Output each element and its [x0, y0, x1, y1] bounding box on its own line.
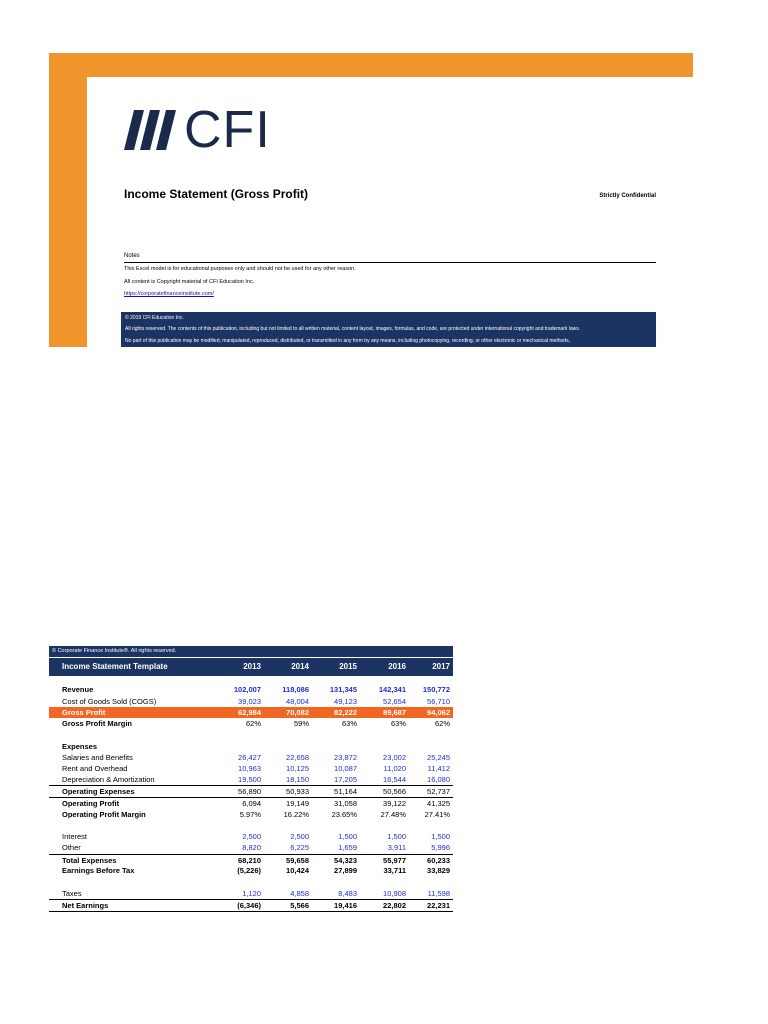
cell-value[interactable]: 54,323	[334, 856, 357, 865]
cell-value[interactable]: 1,500	[387, 832, 406, 841]
row-label: Rent and Overhead	[62, 764, 128, 773]
cell-value[interactable]: 33,711	[383, 866, 406, 875]
cfi-slash-mark-icon	[124, 110, 178, 150]
cell-value[interactable]: 16,080	[427, 775, 450, 784]
cell-value[interactable]: 82,222	[334, 708, 357, 717]
row-label: Salaries and Benefits	[62, 753, 133, 762]
row-label: Other	[62, 843, 81, 852]
cell-value[interactable]: 4,858	[290, 889, 309, 898]
cell-value[interactable]: 142,341	[378, 685, 406, 694]
row-label: Taxes	[62, 889, 82, 898]
row-other	[49, 842, 453, 853]
row-gross-profit-margin	[49, 718, 453, 729]
row-label: Total Expenses	[62, 856, 117, 865]
cell-value[interactable]: 62,984	[238, 708, 261, 717]
cell-value[interactable]: 1,500	[431, 832, 450, 841]
cell-value[interactable]: 102,007	[233, 685, 261, 694]
reproduction-line: No part of this publication may be modified, manipulated, reproduced, distributed, or transmitted in any form by any means, including photocopying, recording, or other electronic or mechanical methods,	[125, 338, 570, 344]
cell-value[interactable]: (6,346)	[237, 901, 261, 910]
cell-value[interactable]: 22,658	[286, 753, 309, 762]
row-gross-profit	[49, 707, 453, 718]
cell-value[interactable]: 59,658	[286, 856, 309, 865]
orange-side-bar	[49, 53, 87, 347]
cell-value[interactable]: 1,500	[338, 832, 357, 841]
row-label: Gross Profit	[62, 708, 106, 717]
row-operating-profit	[49, 797, 453, 809]
cell-value[interactable]: 11,412	[427, 764, 450, 773]
cell-value[interactable]: 63%	[390, 719, 406, 728]
row-label: Operating Expenses	[62, 787, 135, 796]
row-cogs	[49, 696, 453, 707]
cell-value[interactable]: 27.41%	[424, 810, 450, 819]
cell-value[interactable]: 1,120	[242, 889, 261, 898]
cell-value[interactable]: 10,908	[383, 889, 406, 898]
row-label: Operating Profit	[62, 799, 120, 808]
cell-value[interactable]: 22,802	[383, 901, 406, 910]
cell-value[interactable]: 19,500	[238, 775, 261, 784]
section-heading: Expenses	[62, 742, 98, 751]
cell-value[interactable]: 48,004	[286, 697, 309, 706]
cell-value[interactable]: 5,996	[431, 843, 450, 852]
year-header: 2013	[243, 662, 261, 671]
cell-value[interactable]: 1,659	[338, 843, 357, 852]
year-header: 2014	[291, 662, 309, 671]
cell-value[interactable]: 63%	[341, 719, 357, 728]
cell-value[interactable]: 62%	[245, 719, 261, 728]
cell-value[interactable]: 50,933	[286, 787, 309, 796]
row-net-earnings	[49, 899, 453, 912]
row-expenses-heading	[49, 741, 453, 752]
cell-value[interactable]: 56,710	[427, 697, 450, 706]
cell-value[interactable]: 94,062	[427, 708, 450, 717]
cell-value[interactable]: 10,424	[286, 866, 309, 875]
cell-value[interactable]: 16.22%	[283, 810, 309, 819]
cell-value[interactable]: 118,086	[282, 685, 309, 694]
cell-value[interactable]: 23.65%	[331, 810, 357, 819]
row-rent	[49, 763, 453, 774]
row-label: Operating Profit Margin	[62, 810, 146, 819]
cell-value[interactable]: 27.48%	[380, 810, 406, 819]
cell-value[interactable]: 2,500	[242, 832, 261, 841]
cell-value[interactable]: 5.97%	[239, 810, 261, 819]
cell-value[interactable]: 6,225	[290, 843, 309, 852]
row-label: Interest	[62, 832, 88, 841]
row-revenue	[49, 684, 453, 695]
cell-value[interactable]: 55,977	[383, 856, 406, 865]
cell-value[interactable]: 131,345	[329, 685, 357, 694]
cell-value[interactable]: 150,772	[422, 685, 450, 694]
cell-value[interactable]: (5,226)	[237, 866, 261, 875]
cell-value[interactable]: 39,023	[238, 697, 261, 706]
cell-value[interactable]: 59%	[293, 719, 309, 728]
cell-value[interactable]: 33,829	[427, 866, 450, 875]
statement-banner-text: © Corporate Finance Institute®. All rights reserved.	[52, 648, 177, 654]
row-interest	[49, 831, 453, 842]
cell-value[interactable]: 19,149	[286, 799, 309, 808]
cell-value[interactable]: 17,205	[334, 775, 357, 784]
cell-value[interactable]: 49,123	[334, 697, 357, 706]
cell-value[interactable]: 31,058	[334, 799, 357, 808]
row-salaries	[49, 752, 453, 763]
cell-value[interactable]: 10,087	[334, 764, 357, 773]
cell-value[interactable]: 50,566	[383, 787, 406, 796]
cell-value[interactable]: 2,500	[290, 832, 309, 841]
cfi-logo	[124, 103, 271, 157]
cell-value[interactable]: 23,002	[383, 753, 406, 762]
cell-value[interactable]: 19,416	[334, 901, 357, 910]
row-label: Gross Profit Margin	[62, 719, 133, 728]
cell-value[interactable]: 10,125	[286, 764, 309, 773]
cell-value[interactable]: 89,687	[383, 708, 406, 717]
row-label: Revenue	[62, 685, 94, 694]
cell-value[interactable]: 3,911	[387, 843, 406, 852]
document-title: Income Statement (Gross Profit)	[124, 187, 309, 201]
row-operating-expenses	[49, 785, 453, 797]
notes-heading: Notes	[124, 253, 140, 259]
copyright-line: © 2019 CFI Education Inc.	[125, 315, 184, 321]
cell-value[interactable]: 39,122	[383, 799, 406, 808]
row-earnings-before-tax	[49, 865, 453, 876]
cell-value[interactable]: 25,245	[427, 753, 450, 762]
cell-value[interactable]: 26,427	[238, 753, 261, 762]
cell-value[interactable]: 62%	[434, 719, 450, 728]
cell-value[interactable]: 51,164	[334, 787, 357, 796]
cell-value[interactable]: 23,872	[334, 753, 357, 762]
row-label: Depreciation & Amortization	[62, 775, 155, 784]
copyright-box	[121, 312, 656, 347]
cell-value[interactable]: 8,483	[338, 889, 357, 898]
row-label: Cost of Goods Sold (COGS)	[62, 697, 157, 706]
year-header: 2017	[432, 662, 450, 671]
row-operating-profit-margin	[49, 809, 453, 820]
rights-line: All rights reserved. The contents of this publication, including but not limited to all written material, content layout, images, formulas, and code, are protected under international copyright and trademark laws.	[125, 326, 581, 332]
cell-value[interactable]: 56,890	[238, 787, 261, 796]
cell-value[interactable]: 60,233	[427, 856, 450, 865]
confidential-label: Strictly Confidential	[599, 193, 656, 199]
cell-value[interactable]: 22,231	[427, 901, 450, 910]
row-depreciation	[49, 774, 453, 785]
statement-header-row	[49, 658, 453, 676]
cell-value[interactable]: 41,325	[427, 799, 450, 808]
row-label: Earnings Before Tax	[62, 866, 135, 875]
notes-divider	[124, 262, 656, 263]
cell-value[interactable]: 5,566	[290, 901, 309, 910]
cell-value[interactable]: 6,094	[242, 799, 261, 808]
cell-value[interactable]: 70,082	[286, 708, 309, 717]
cell-value[interactable]: 16,544	[383, 775, 406, 784]
statement-header-label: Income Statement Template	[62, 662, 168, 671]
cell-value[interactable]: 8,820	[242, 843, 261, 852]
logo-wordmark: CFI	[184, 101, 271, 159]
cell-value[interactable]: 68,210	[238, 856, 261, 865]
cell-value[interactable]: 52,737	[427, 787, 450, 796]
cell-value[interactable]: 10,963	[238, 764, 261, 773]
year-header: 2015	[339, 662, 357, 671]
cell-value[interactable]: 27,899	[334, 866, 357, 875]
cell-value[interactable]: 11,020	[383, 764, 406, 773]
row-label: Net Earnings	[62, 901, 109, 910]
cell-value[interactable]: 11,598	[427, 889, 450, 898]
year-header: 2016	[388, 662, 406, 671]
statement-banner	[49, 646, 453, 657]
note-educational: This Excel model is for educational purposes only and should not be used for any other reason.	[124, 266, 356, 272]
orange-top-bar	[49, 53, 693, 77]
note-copyright: All content is Copyright material of CFI Education Inc.	[124, 279, 255, 285]
cfi-website-link[interactable]: https://corporatefinanceinstitute.com/	[124, 291, 214, 297]
cell-value[interactable]: 52,654	[383, 697, 406, 706]
cell-value[interactable]: 18,150	[286, 775, 309, 784]
row-taxes	[49, 888, 453, 899]
